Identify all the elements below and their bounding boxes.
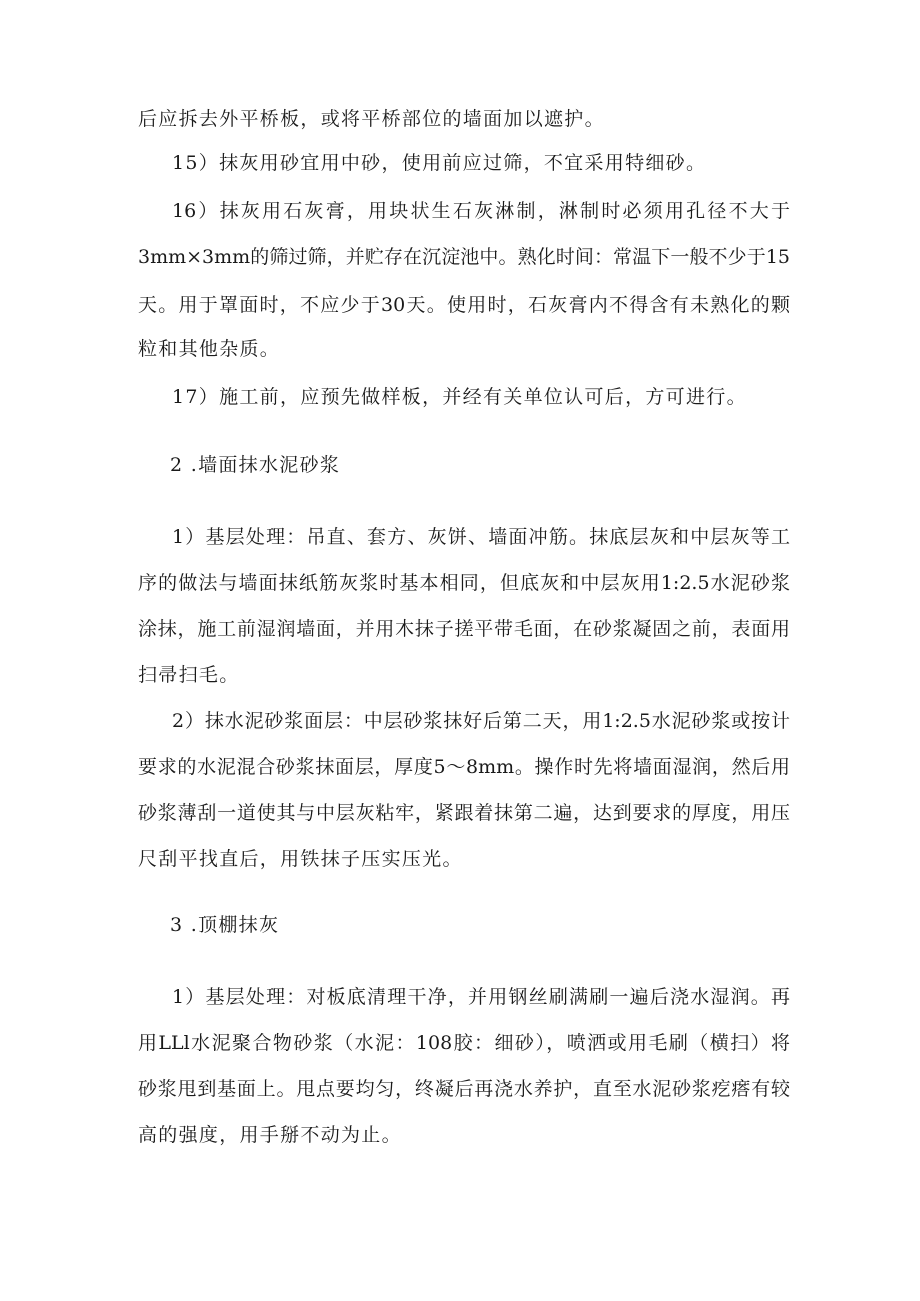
text-line: 砂浆薄刮一道使其与中层灰粘牢，紧跟着抹第二遍，达到要求的厚度，用压 [138,802,790,824]
text-line: 要求的水泥混合砂浆抹面层，厚度5～8mm。操作时先将墙面湿润，然后用 [138,756,790,778]
text-line: 砂浆甩到基面上。甩点要均匀，终凝后再浇水养护，直至水泥砂浆疙瘩有较 [138,1078,790,1100]
text-line: 用LLl水泥聚合物砂浆（水泥：108胶：细砂），喷洒或用毛刷（横扫）将 [138,1032,790,1054]
section-heading: 2 .墙面抹水泥砂浆 [170,454,341,476]
text-line: 尺刮平找直后，用铁抹子压实压光。 [138,848,463,870]
section-heading: 3 .顶棚抹灰 [170,914,280,936]
text-line: 1）基层处理：对板底清理干净，并用钢丝刷满刷一遍后浇水湿润。再 [172,986,790,1008]
text-line: 天。用于罩面时，不应少于30天。使用时，石灰膏内不得含有未熟化的颗 [138,294,790,316]
text-line: 15）抹灰用砂宜用中砂，使用前应过筛，不宜采用特细砂。 [172,152,707,174]
text-line: 1）基层处理：吊直、套方、灰饼、墙面冲筋。抹底层灰和中层灰等工 [172,526,790,548]
text-line: 高的强度，用手掰不动为止。 [138,1124,402,1146]
text-line: 序的做法与墙面抹纸筋灰浆时基本相同，但底灰和中层灰用1:2.5水泥砂浆 [138,572,790,594]
text-line: 粒和其他杂质。 [138,338,281,360]
text-line: 后应拆去外平桥板，或将平桥部位的墙面加以遮护。 [138,108,605,130]
text-line: 17）施工前，应预先做样板，并经有关单位认可后，方可进行。 [172,386,747,408]
text-line: 16）抹灰用石灰膏，用块状生石灰淋制，淋制时必须用孔径不大于 [172,200,790,222]
text-line: 扫帚扫毛。 [138,664,240,686]
text-line: 2）抹水泥砂浆面层：中层砂浆抹好后第二天，用1:2.5水泥砂浆或按计 [172,710,790,732]
text-line: 3mm×3mm的筛过筛，并贮存在沉淀池中。熟化时间：常温下一般不少于15 [138,246,790,268]
text-line: 涂抹，施工前湿润墙面，并用木抹子搓平带毛面，在砂浆凝固之前，表面用 [138,618,790,640]
